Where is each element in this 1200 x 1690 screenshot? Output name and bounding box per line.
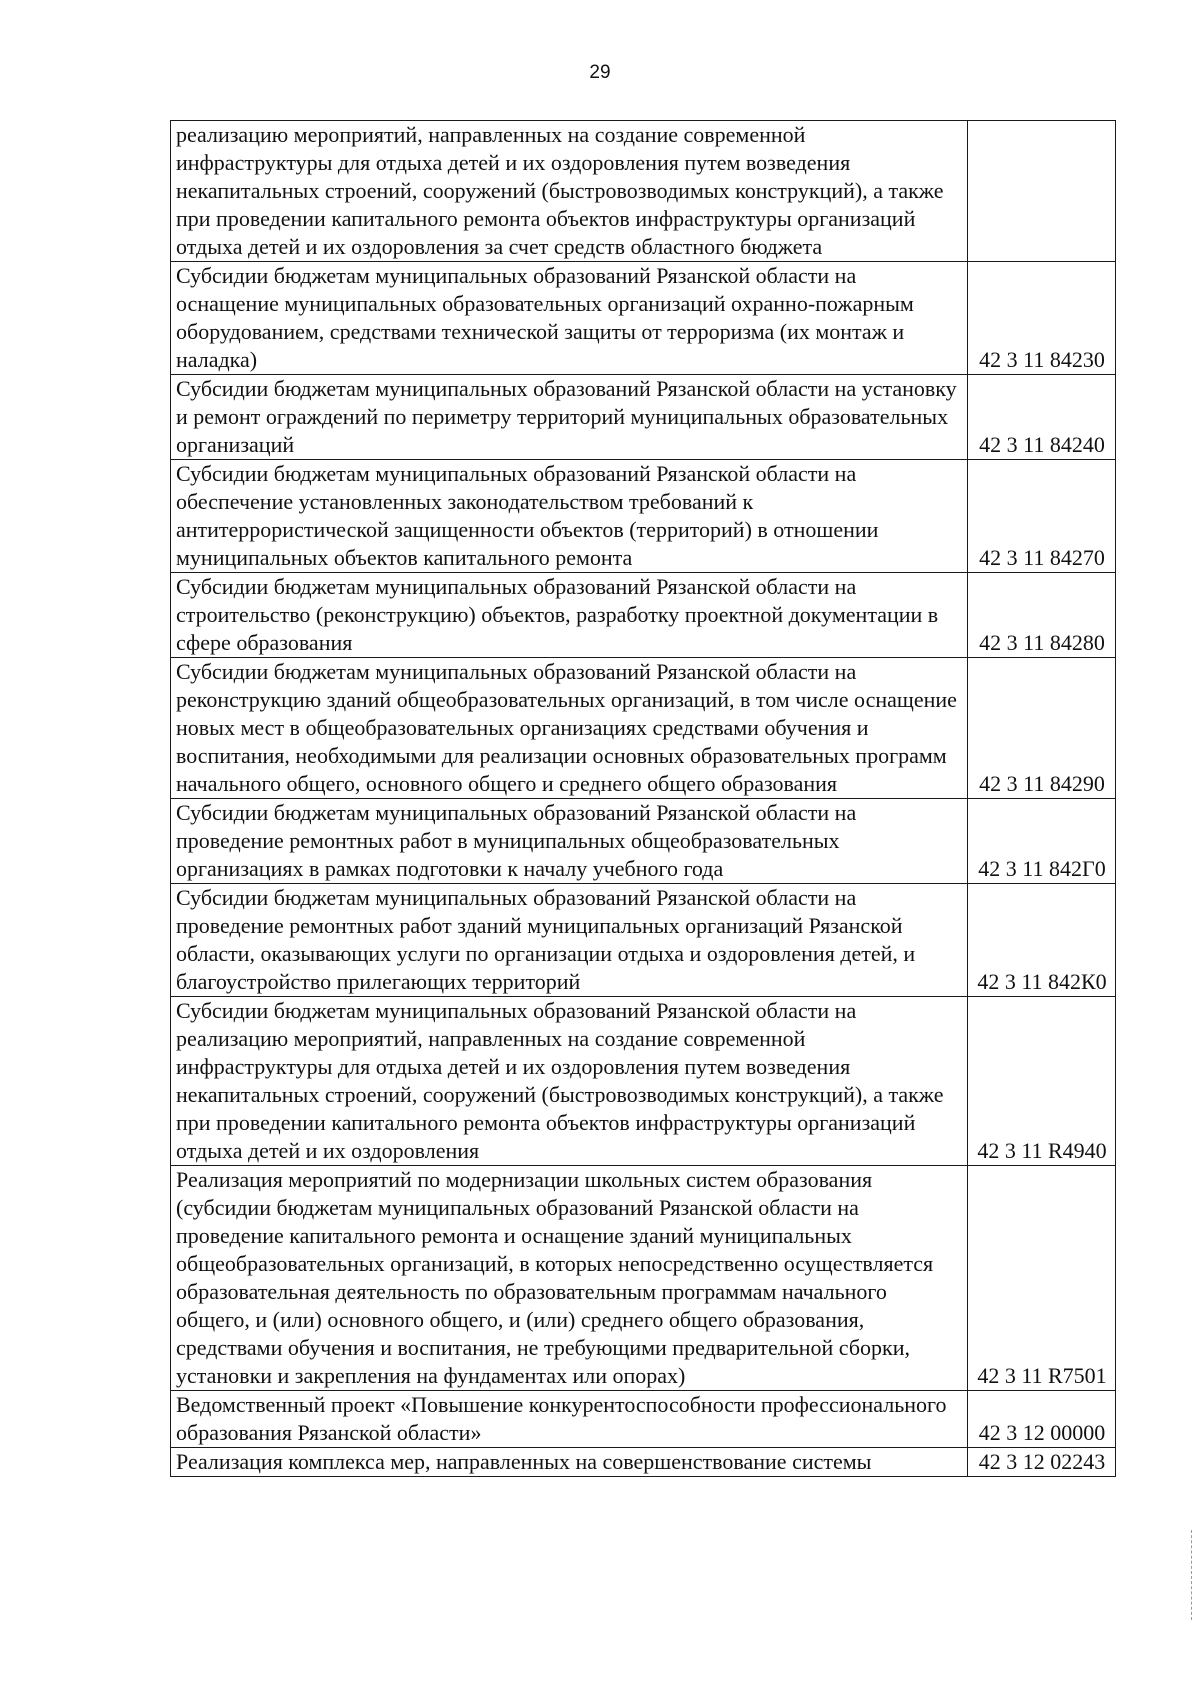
- row-code: 42 3 11 842К0: [968, 884, 1116, 997]
- row-description: Субсидии бюджетам муниципальных образований Рязанской области на реализацию мероприятий, направленных на создание современной инфраструктуры для отдыха детей и их оздоровления путем возведения некапитальных строений, сооружений (быстровозводимых конструкций), а также при проведении капитального ремонта объектов инфраструктуры организаций отдыха детей и их оздоровления: [171, 997, 968, 1166]
- table-row: [171, 121, 1116, 262]
- table-row: [171, 375, 1116, 460]
- row-description: Субсидии бюджетам муниципальных образований Рязанской области на проведение ремонтных работ зданий муниципальных организаций Рязанской области, оказывающих услуги по организации отдыха и оздоровления детей, и благоустройство прилегающих территорий: [171, 884, 968, 997]
- row-code: 42 3 11 84280: [968, 573, 1116, 658]
- table-row: [171, 884, 1116, 997]
- row-description: Реализация комплекса мер, направленных на совершенствование системы: [171, 1448, 968, 1477]
- row-code: 42 3 12 00000: [968, 1391, 1116, 1448]
- row-description: Субсидии бюджетам муниципальных образований Рязанской области на проведение ремонтных работ в муниципальных общеобразовательных организациях в рамках подготовки к началу учебного года: [171, 799, 968, 884]
- table-row: [171, 1166, 1116, 1391]
- row-code: 42 3 11 84240: [968, 375, 1116, 460]
- row-description: Субсидии бюджетам муниципальных образований Рязанской области на обеспечение установленных законодательством требований к антитеррористической защищенности объектов (территорий) в отношении муниципальных объектов капитального ремонта: [171, 460, 968, 573]
- table-row: [171, 1448, 1116, 1477]
- row-code: 42 3 12 02243: [968, 1448, 1116, 1477]
- row-description: Субсидии бюджетам муниципальных образований Рязанской области на строительство (реконструкцию) объектов, разработку проектной документации в сфере образования: [171, 573, 968, 658]
- row-code: 42 3 11 84270: [968, 460, 1116, 573]
- scan-edge-mark: [1191, 1530, 1194, 1620]
- row-description: Ведомственный проект «Повышение конкурентоспособности профессионального образования Рязанской области»: [171, 1391, 968, 1448]
- row-description: Субсидии бюджетам муниципальных образований Рязанской области на оснащение муниципальных образовательных организаций охранно-пожарным оборудованием, средствами технической защиты от терроризма (их монтаж и наладка): [171, 262, 968, 375]
- row-code: 42 3 11 R4940: [968, 997, 1116, 1166]
- table-row: [171, 262, 1116, 375]
- row-code: 42 3 11 84230: [968, 262, 1116, 375]
- table-row: [171, 573, 1116, 658]
- row-description: Субсидии бюджетам муниципальных образований Рязанской области на реконструкцию зданий общеобразовательных организаций, в том числе оснащение новых мест в общеобразовательных организациях средствами обучения и воспитания, необходимыми для реализации основных образовательных программ начального общего, основного общего и среднего общего образования: [171, 658, 968, 799]
- row-description: Реализация мероприятий по модернизации школьных систем образования (субсидии бюджетам муниципальных образований Рязанской области на проведение капитального ремонта и оснащение зданий муниципальных общеобразовательных организаций, в которых непосредственно осуществляется образовательная деятельность по образовательным программам начального общего, и (или) основного общего, и (или) среднего общего образования, средствами обучения и воспитания, не требующими предварительной сборки, установки и закрепления на фундаментах или опорах): [171, 1166, 968, 1391]
- row-description: реализацию мероприятий, направленных на создание современной инфраструктуры для отдыха детей и их оздоровления путем возведения некапитальных строений, сооружений (быстровозводимых конструкций), а также при проведении капитального ремонта объектов инфраструктуры организаций отдыха детей и их оздоровления за счет средств областного бюджета: [171, 121, 968, 262]
- table-row: [171, 799, 1116, 884]
- budget-code-table: [170, 120, 1116, 1477]
- row-code: 42 3 11 842Г0: [968, 799, 1116, 884]
- table-row: [171, 1391, 1116, 1448]
- row-description: Субсидии бюджетам муниципальных образований Рязанской области на установку и ремонт ограждений по периметру территорий муниципальных образовательных организаций: [171, 375, 968, 460]
- table-row: [171, 997, 1116, 1166]
- table-row: [171, 460, 1116, 573]
- row-code: [968, 121, 1116, 262]
- table-row: [171, 658, 1116, 799]
- row-code: 42 3 11 R7501: [968, 1166, 1116, 1391]
- page-number: 29: [589, 62, 611, 83]
- row-code: 42 3 11 84290: [968, 658, 1116, 799]
